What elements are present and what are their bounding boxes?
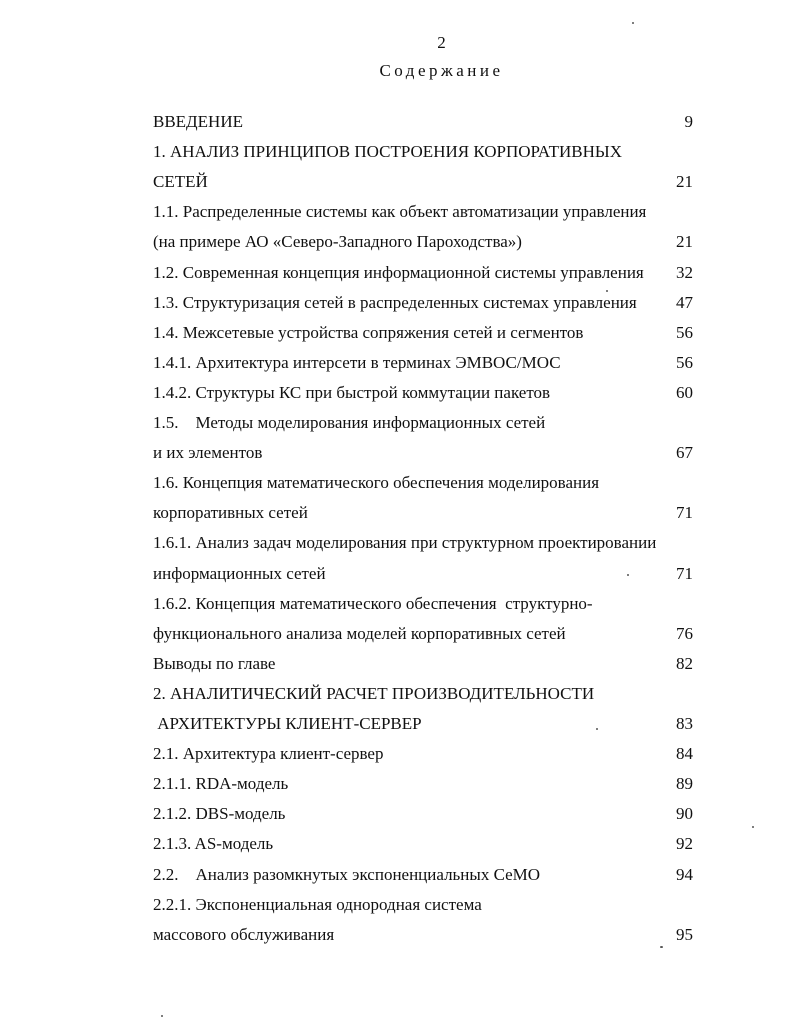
toc-entry-title: Выводы по главе	[153, 654, 276, 673]
toc-entry-title: 1.2. Современная концепция информационной системы управления	[153, 263, 644, 282]
page-title: Содержание	[379, 61, 504, 80]
toc-entry-title: 1.6. Концепция математического обеспечения моделирования	[153, 473, 600, 492]
toc-entry-page: 47	[676, 293, 693, 312]
toc-entry-title: 2.1. Архитектура клиент-сервер	[153, 744, 384, 763]
toc-entry-page: 21	[676, 172, 693, 191]
toc-entry-page: 76	[676, 624, 693, 643]
toc-entry-title: 1. АНАЛИЗ ПРИНЦИПОВ ПОСТРОЕНИЯ КОРПОРАТИВНЫХ	[153, 142, 622, 161]
toc-entry-title: 1.1. Распределенные системы как объект автоматизации управления	[153, 202, 647, 221]
toc-entry-page: 56	[676, 353, 693, 372]
scan-speck	[752, 826, 754, 828]
toc-entry-title: 1.4.1. Архитектура интерсети в терминах ЭМВОС/МОС	[153, 353, 561, 372]
toc-entry-page: 32	[676, 263, 693, 282]
toc-entry-page: 95	[676, 925, 693, 944]
scan-speck	[632, 22, 634, 24]
toc-entry-page: 56	[676, 323, 693, 342]
toc-entry-title: корпоративных сетей	[153, 503, 308, 522]
toc-entry-page: 67	[676, 443, 693, 462]
toc-entry-page: 21	[676, 232, 693, 251]
scan-speck	[161, 1015, 163, 1017]
toc-entry-title: 1.4. Межсетевые устройства сопряжения сетей и сегментов	[153, 323, 584, 342]
page-number: 2	[437, 33, 446, 52]
toc-entry-title: 2.2.1. Экспоненциальная однородная система	[153, 895, 482, 914]
scan-speck	[596, 728, 598, 730]
toc-entry-title: 1.6.2. Концепция математического обеспечения структурно-	[153, 594, 593, 613]
toc-entry-title: АРХИТЕКТУРЫ КЛИЕНТ-СЕРВЕР	[153, 714, 422, 733]
toc-entry-title: 1.4.2. Структуры КС при быстрой коммутации пакетов	[153, 383, 551, 402]
toc-entry-title: ВВЕДЕНИЕ	[153, 112, 243, 131]
scan-speck	[660, 946, 663, 948]
scan-speck	[606, 290, 608, 292]
toc-entry-page: 84	[676, 744, 693, 763]
toc-entry-title: массового обслуживания	[153, 925, 335, 944]
toc-entry-title: 2.1.2. DBS-модель	[153, 804, 286, 823]
toc-entry-page: 60	[676, 383, 693, 402]
toc-entry-title: и их элементов	[153, 443, 263, 462]
toc-entry-page: 82	[676, 654, 693, 673]
toc-entry-title: 2.1.3. AS-модель	[153, 834, 274, 853]
toc-entry-title: информационных сетей	[153, 564, 326, 583]
toc-entry-page: 94	[676, 865, 693, 884]
toc-entry-page: 92	[676, 834, 693, 853]
toc-entry-title: СЕТЕЙ	[153, 172, 208, 191]
toc-entry-title: 2.2. Анализ разомкнутых экспоненциальных СеМО	[153, 865, 541, 884]
toc-entry-title: (на примере АО «Северо-Западного Пароходства»)	[153, 232, 522, 251]
toc-entry-page: 90	[676, 804, 693, 823]
toc-entry-title: 1.3. Структуризация сетей в распределенных системах управления	[153, 293, 637, 312]
toc-entry-page: 9	[684, 112, 693, 131]
toc-entry-page: 89	[676, 774, 693, 793]
toc-entry-page: 71	[676, 503, 693, 522]
toc-entry-title: функционального анализа моделей корпоративных сетей	[153, 624, 566, 643]
toc-entry-title: 2. АНАЛИТИЧЕСКИЙ РАСЧЕТ ПРОИЗВОДИТЕЛЬНОСТИ	[153, 684, 595, 703]
toc-entry-title: 1.5. Методы моделирования информационных сетей	[153, 413, 546, 432]
toc-entry-page: 83	[676, 714, 693, 733]
toc-entry-title: 2.1.1. RDA-модель	[153, 774, 289, 793]
toc-entry-title: 1.6.1. Анализ задач моделирования при структурном проектировании	[153, 533, 657, 552]
toc-entry-page: 71	[676, 564, 693, 583]
scan-speck	[627, 574, 629, 576]
